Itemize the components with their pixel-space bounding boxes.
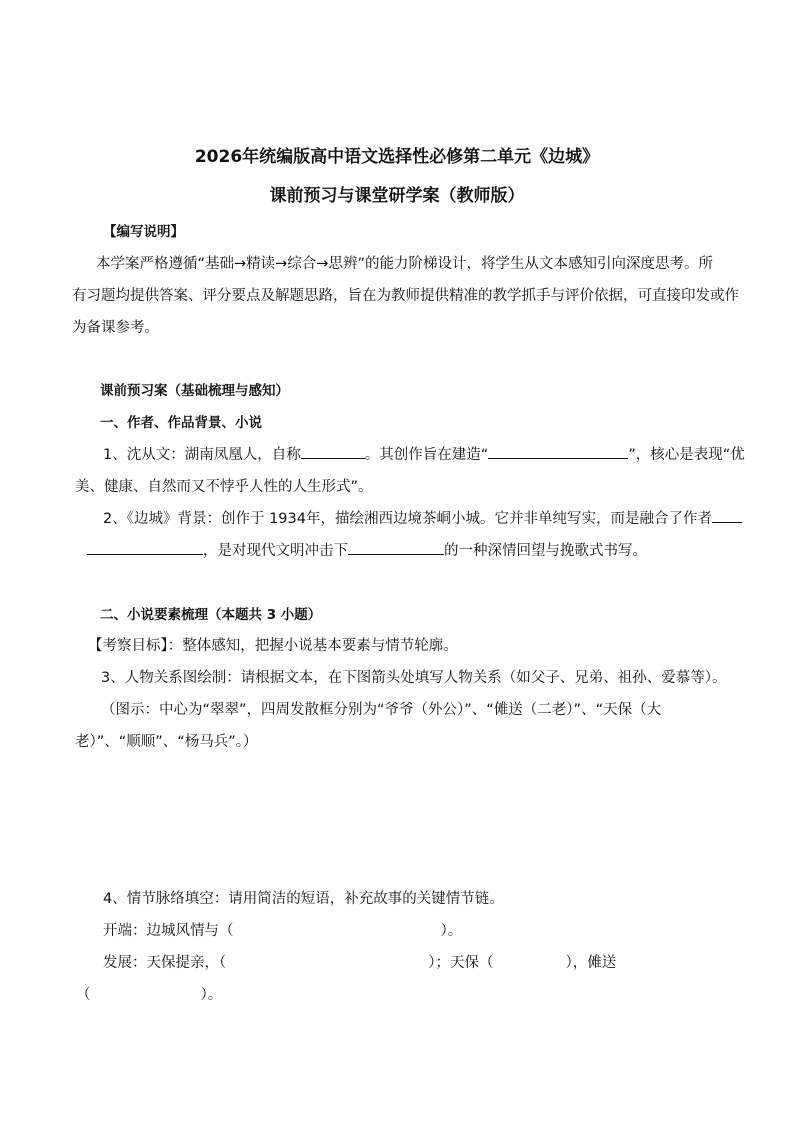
question-text: 。其创作旨在建造“ — [364, 447, 489, 463]
answer-blank — [488, 444, 628, 459]
plot-start-line — [103, 919, 462, 940]
question-text: ），傩送 — [565, 955, 617, 971]
question-2-continued — [87, 539, 647, 560]
question-text: 2、《边城》背景：创作于 1934年，描绘湘西边境茶峒小城。它并非单纯写实，而是融合了作者 — [103, 511, 712, 527]
sub-heading: 一、作者、作品背景、小说 — [100, 415, 262, 431]
answer-blank — [301, 444, 365, 459]
answer-blank — [712, 508, 742, 523]
question-text: ”，核心是表现“优 — [628, 447, 745, 463]
document-subtitle: 课前预习与课堂研学案（教师版） — [269, 186, 525, 206]
answer-blank — [87, 540, 203, 555]
intro-heading: 【编写说明】 — [103, 224, 184, 240]
question-3-continued: （图示：中心为“翠翠”，四周发散框分别为“爷爷（外公）”、“傩送（二老）”、“天保（大 — [101, 702, 662, 718]
intro-paragraph-line: 有习题均提供答案、评分要点及解题思路，旨在为教师提供精准的教学抓手与评价依据，可直接印发或作 — [72, 288, 739, 304]
question-text: ）。 — [200, 987, 223, 1003]
plot-development-line — [103, 951, 616, 972]
question-4: 4、情节脉络填空：请用简洁的短语，补充故事的关键情节链。 — [103, 891, 504, 907]
question-text: 1、沈从文：湖南凤凰人，自称 — [103, 447, 301, 463]
answer-blank — [348, 540, 444, 555]
intro-paragraph-line: 为备课参考。 — [72, 320, 159, 336]
question-text: ）。 — [440, 923, 463, 939]
question-text: （ — [76, 987, 91, 1003]
question-text: 的一种深情回望与挽歌式书写。 — [444, 543, 647, 559]
question-1-continued: 美、健康、自然而又不悖乎人性的人生形式”。 — [75, 479, 373, 495]
question-2 — [103, 507, 742, 528]
question-3: 3、人物关系图绘制：请根据文本，在下图箭头处填写人物关系（如父子、兄弟、祖孙、爱慕等）。 — [101, 670, 727, 686]
question-text: 发展：天保提亲，（ — [103, 955, 227, 971]
plot-development-continued — [76, 983, 222, 1004]
section-heading: 二、小说要素梳理（本题共 3 小题） — [100, 607, 322, 623]
question-3-continued: 老）”、“顺顺”、“杨马兵”。） — [75, 734, 258, 750]
question-1 — [103, 443, 745, 464]
intro-paragraph-line: 本学案严格遵循“基础→精读→综合→思辨”的能力阶梯设计，将学生从文本感知引向深度思考。所 — [96, 256, 713, 272]
question-text: ，是对现代文明冲击下 — [203, 543, 348, 559]
question-text: 开端：边城风情与（ — [103, 923, 234, 939]
section-heading: 课前预习案（基础梳理与感知） — [100, 383, 289, 399]
question-text: ）；天保（ — [428, 955, 494, 971]
exam-goal: 【考察目标】：整体感知，把握小说基本要素与情节轮廓。 — [88, 638, 458, 654]
document-title: 2026年统编版高中语文选择性必修第二单元《边城》 — [194, 147, 600, 167]
